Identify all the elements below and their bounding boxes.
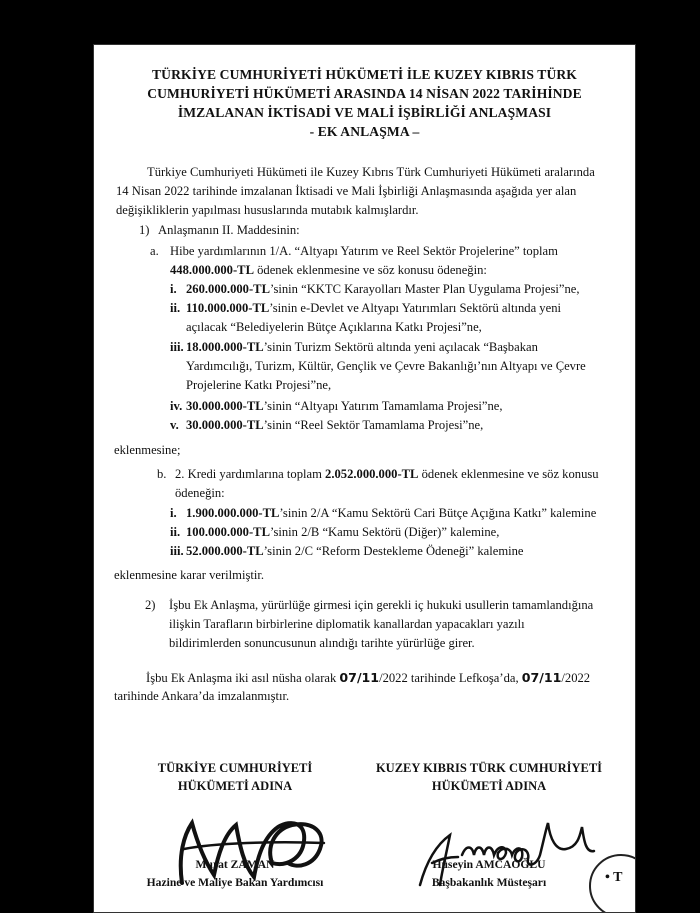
- list-item-text: ’sinin “KKTC Karayolları Master Plan Uygulama Projesi”ne,: [269, 282, 580, 296]
- list-item-amount: 30.000.000-TL: [186, 418, 264, 432]
- right-signatory-name: Hüseyin AMCAOĞLU: [432, 858, 546, 871]
- item-1-text: Anlaşmanın II. Maddesinin:: [158, 223, 300, 237]
- left-signatory-head-1: TÜRKİYE CUMHURİYETİ: [157, 761, 313, 775]
- item-b-line-2: ödeneğin:: [175, 486, 225, 500]
- list-item-amount: 100.000.000-TL: [186, 525, 270, 539]
- list-item-text: ’sinin e-Devlet ve Altyapı Yatırımları Sektörü altında yeni: [269, 301, 561, 315]
- list-item: [186, 299, 561, 318]
- item-a-label: a.: [150, 244, 159, 258]
- item-2-line-3: bildirimlerden sonuncusunun alındığı tarihte yürürlüğe girer.: [169, 636, 475, 650]
- item-1-label: 1): [139, 223, 150, 237]
- list-item-number: ii.: [170, 301, 181, 315]
- item-2-line-1: İşbu Ek Anlaşma, yürürlüğe girmesi için gerekli iç hukuki usullerin tamamlandığına: [169, 598, 594, 612]
- list-item: [186, 542, 524, 561]
- closing-line-1-post: /2022: [561, 671, 591, 685]
- right-signatory-title: Başbakanlık Müsteşarı: [431, 876, 547, 889]
- left-signatory-head-2: HÜKÜMETİ ADINA: [177, 779, 293, 793]
- list-item: [186, 416, 483, 435]
- list-item-text: ’sinin “Altyapı Yatırım Tamamlama Projesi”ne,: [263, 399, 503, 413]
- list-item-text: ’sinin 2/C “Reform Destekleme Ödeneği” kalemine: [263, 544, 524, 558]
- list-item: [186, 523, 499, 542]
- item-b-label: b.: [157, 467, 167, 481]
- item-b-line-1-rest: ödenek eklenmesine ve söz konusu: [418, 467, 599, 481]
- list-item-amount: 52.000.000-TL: [186, 544, 264, 558]
- closing-line-1: [146, 668, 590, 688]
- right-signatory-head-2: HÜKÜMETİ ADINA: [431, 779, 547, 793]
- intro-line-1: Türkiye Cumhuriyeti Hükümeti ile Kuzey Kıbrıs Türk Cumhuriyeti Hükümeti aralarında: [147, 165, 595, 179]
- right-signatory-head-1: KUZEY KIBRIS TÜRK CUMHURİYETİ: [375, 761, 603, 775]
- closing-line-2: tarihinde Ankara’da imzalanmıştır.: [114, 689, 290, 703]
- left-signature-icon: [154, 785, 344, 890]
- item-2-line-2: ilişkin Tarafların birbirlerine diplomatik kanallardan yapacakları yazılı: [169, 617, 525, 631]
- item-2-label: 2): [145, 598, 156, 612]
- list-item-number: i.: [170, 506, 177, 520]
- list-item-number: v.: [170, 418, 179, 432]
- list-item-text: ’sinin Turizm Sektörü altında yeni açılacak “Başbakan: [263, 340, 538, 354]
- intro-line-3: değişikliklerin yapılması hususlarında mutabık kalmışlardır.: [116, 203, 419, 217]
- title-line-1: TÜRKİYE CUMHURİYETİ HÜKÜMETİ İLE KUZEY KIBRIS TÜRK: [152, 67, 577, 82]
- item-a-total-amount: 448.000.000-TL: [170, 263, 254, 277]
- list-item-number: iii.: [170, 544, 184, 558]
- list-item-text: ’sinin 2/B “Kamu Sektörü (Diğer)” kalemine,: [269, 525, 500, 539]
- list-item-amount: 18.000.000-TL: [186, 340, 264, 354]
- list-item: [186, 280, 580, 299]
- list-item-text: ’sinin 2/A “Kamu Sektörü Cari Bütçe Açığına Katkı” kalemine: [279, 506, 597, 520]
- item-a-line-2-rest: ödenek eklenmesine ve söz konusu ödeneğin:: [253, 263, 487, 277]
- list-item-text: ’sinin “Reel Sektör Tamamlama Projesi”ne,: [263, 418, 484, 432]
- item-a-line-1: Hibe yardımlarının 1/A. “Altyapı Yatırım ve Reel Sektör Projelerine” toplam: [170, 244, 558, 258]
- item-a-line-2: [170, 261, 487, 280]
- closing-line-1-mid: /2022 tarihinde Lefkoşa’da,: [379, 671, 522, 685]
- list-item-number: iv.: [170, 399, 183, 413]
- item-b-end: eklenmesine karar verilmiştir.: [114, 568, 265, 582]
- closing-line-1-pre: İşbu Ek Anlaşma iki asıl nüsha olarak: [146, 671, 340, 685]
- list-item: [186, 397, 503, 416]
- handwritten-date-ankara: 07/11: [521, 670, 562, 685]
- handwritten-date-lefkosa: 07/11: [339, 670, 380, 685]
- list-item-number: i.: [170, 282, 177, 296]
- list-item-text-cont: Yardımcılığı, Turizm, Kültür, Gençlik ve Çevre Bakanlığı’nın Altyapı ve Çevre: [186, 359, 586, 373]
- official-stamp-icon: • T: [589, 854, 636, 913]
- list-item-amount: 1.900.000.000-TL: [186, 506, 280, 520]
- title-line-2: CUMHURİYETİ HÜKÜMETİ ARASINDA 14 NİSAN 2022 TARİHİNDE: [147, 86, 582, 101]
- left-signatory-name: Murat ZAMAN: [195, 858, 275, 871]
- title-line-4: - EK ANLAŞMA –: [309, 124, 420, 139]
- list-item: [186, 338, 538, 357]
- list-item-number: ii.: [170, 525, 181, 539]
- list-item-number: iii.: [170, 340, 184, 354]
- left-signatory-title: Hazine ve Maliye Bakan Yardımcısı: [146, 876, 324, 889]
- title-line-3: İMZALANAN İKTİSADİ VE MALİ İŞBİRLİĞİ ANLAŞMASI: [177, 105, 552, 120]
- item-b-total-amount: 2.052.000.000-TL: [325, 467, 419, 481]
- list-item-amount: 110.000.000-TL: [186, 301, 270, 315]
- intro-line-2: 14 Nisan 2022 tarihinde imzalanan İktisadi ve Mali İşbirliği Anlaşmasında aşağıda yer alan: [116, 184, 577, 198]
- list-item-text-cont: açılacak “Belediyelerin Bütçe Açıklarına Katkı Projesi”ne,: [186, 320, 482, 334]
- item-b-line-1-pre: 2. Kredi yardımlarına toplam: [175, 467, 326, 481]
- list-item: [186, 504, 596, 523]
- list-item-text-cont: Projelerine Katkı Projesi”ne,: [186, 378, 332, 392]
- list-item-amount: 260.000.000-TL: [186, 282, 270, 296]
- document-page: [93, 44, 636, 913]
- item-b-line-1: [175, 465, 599, 484]
- list-item-amount: 30.000.000-TL: [186, 399, 264, 413]
- item-a-end: eklenmesine;: [114, 443, 181, 457]
